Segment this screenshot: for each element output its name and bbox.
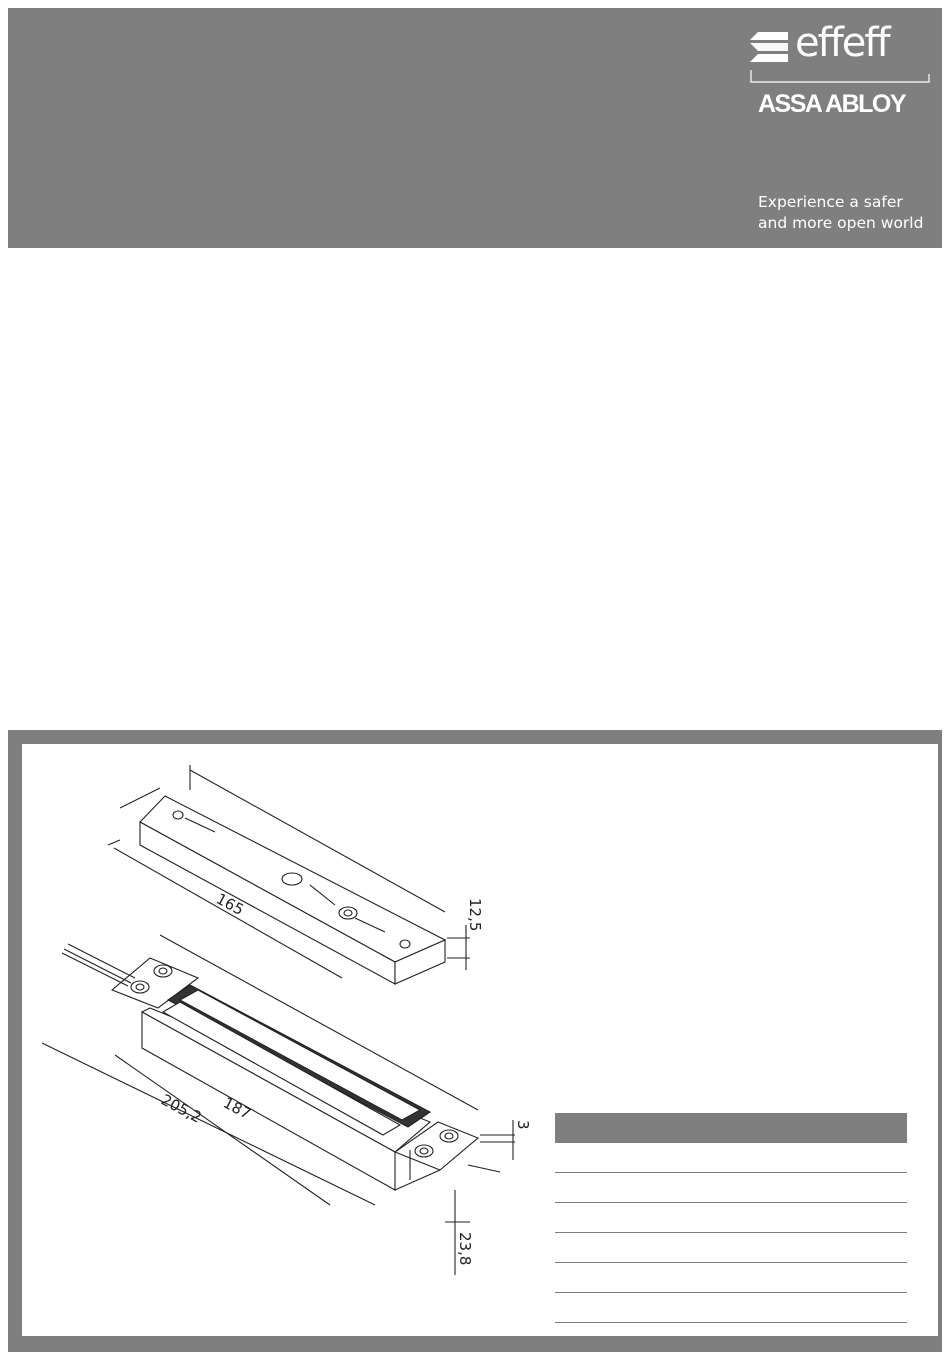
dim-armature-height: 12,5 <box>466 898 484 932</box>
spec-table-row <box>555 1172 907 1173</box>
armature-plate <box>108 765 470 984</box>
spec-table-row <box>555 1322 907 1323</box>
dim-magnet-height: 23,8 <box>456 1232 474 1266</box>
dim-magnet-body-length: 187 <box>220 1093 254 1123</box>
brand-name: effeff <box>795 20 889 66</box>
spec-table-row <box>555 1262 907 1263</box>
spec-table-row <box>555 1232 907 1233</box>
dim-plate-thickness: 3 <box>514 1120 532 1130</box>
magnet-body <box>42 935 515 1275</box>
spec-table-row <box>555 1202 907 1203</box>
parent-brand: ASSA ABLOY <box>758 90 906 118</box>
dim-magnet-overall-length: 205,2 <box>158 1090 205 1127</box>
dim-armature-length: 165 <box>213 889 247 919</box>
tagline-line-2: and more open world <box>758 214 924 232</box>
tagline-line-1: Experience a safer <box>758 193 903 211</box>
spec-table-header <box>555 1113 907 1143</box>
spec-table-row <box>555 1292 907 1293</box>
